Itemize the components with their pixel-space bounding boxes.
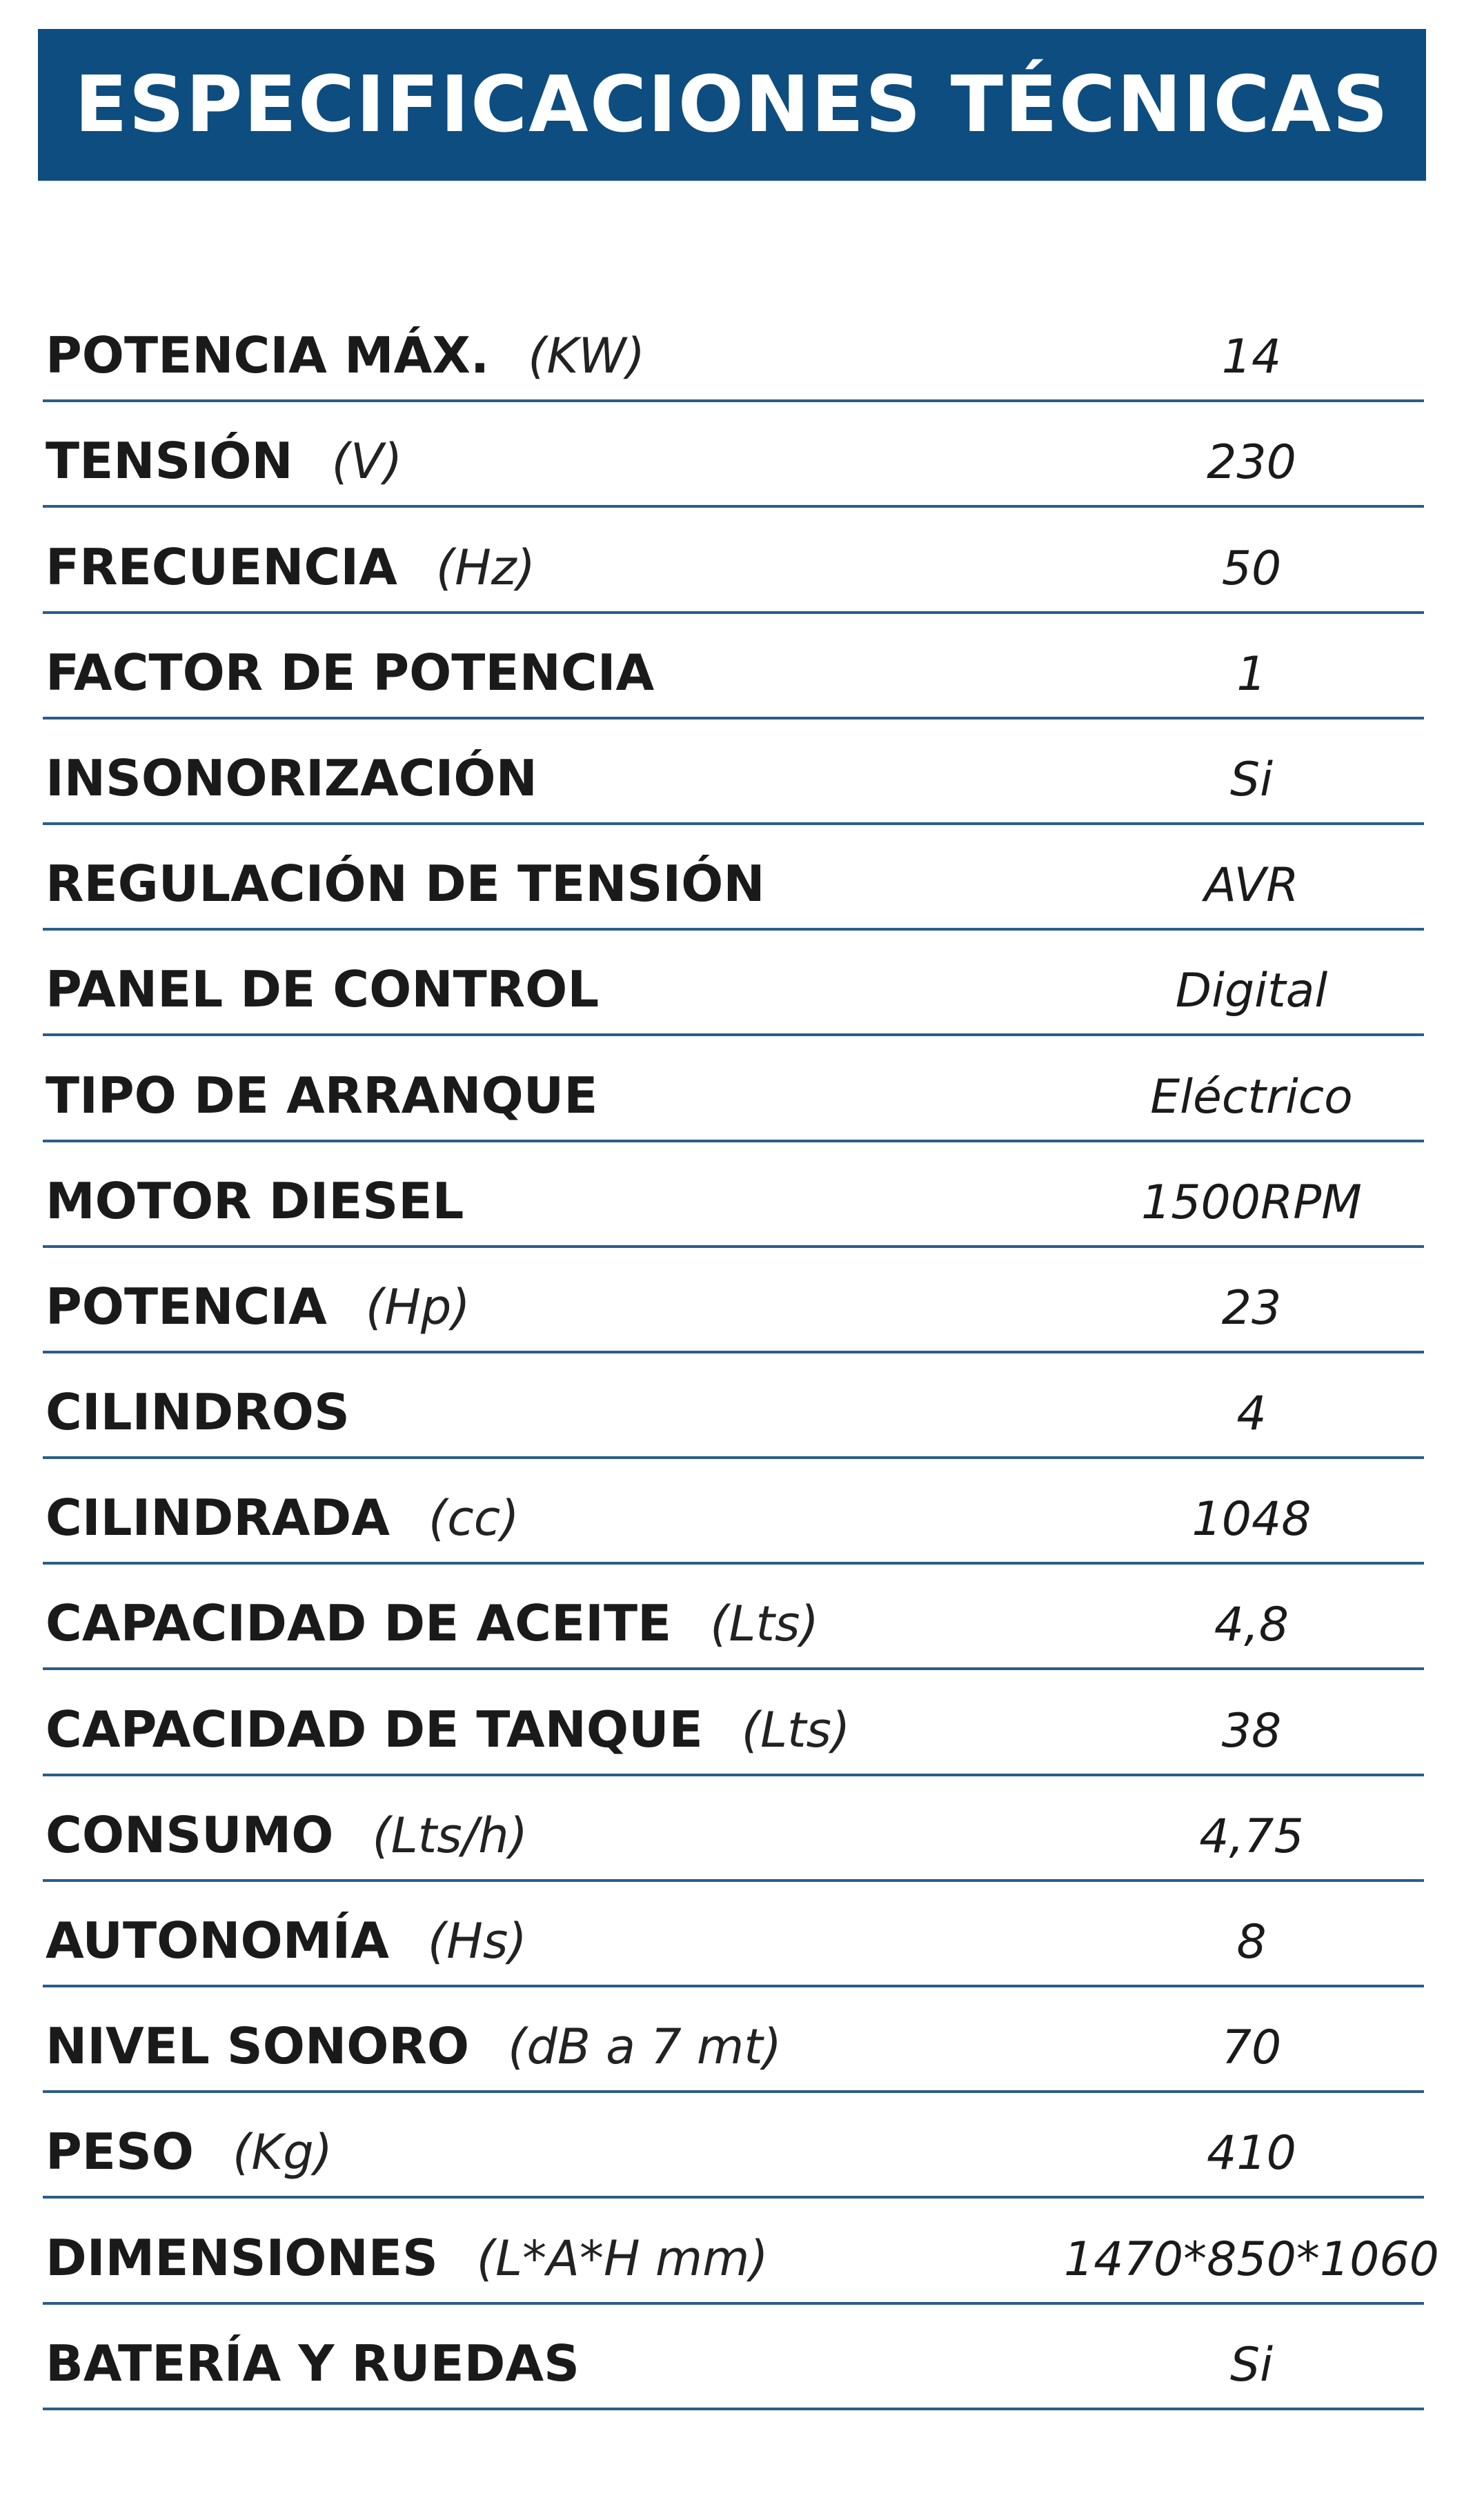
spec-label [46, 960, 599, 1018]
spec-value: 1048 [1191, 1492, 1312, 1547]
spec-label-text: FACTOR DE POTENCIA [46, 643, 655, 702]
spec-row [43, 1459, 1424, 1565]
spec-unit: (cc) [428, 1490, 520, 1547]
spec-row [43, 2305, 1424, 2410]
spec-label [46, 749, 537, 807]
spec-label-text: BATERÍA Y RUEDAS [46, 2334, 580, 2392]
spec-value: Si [1229, 2337, 1274, 2392]
spec-row [43, 2093, 1424, 2199]
spec-label [46, 2017, 782, 2075]
spec-value: 1470*850*1060 [1064, 2232, 1439, 2287]
spec-unit: (Lts/h) [372, 1807, 528, 1864]
spec-row [43, 1776, 1424, 1882]
spec-row [43, 1882, 1424, 1987]
spec-row [43, 2199, 1439, 2304]
spec-unit: (L*A*H mm) [476, 2230, 769, 2287]
spec-row [43, 1987, 1424, 2093]
spec-unit: (Hz) [435, 539, 535, 596]
spec-label [46, 1912, 527, 1970]
spec-label [46, 1594, 819, 1652]
spec-value: Digital [1175, 964, 1328, 1019]
spec-unit: (Hs) [427, 1913, 527, 1970]
spec-row [43, 508, 1424, 613]
spec-label [46, 1700, 850, 1758]
spec-value: 70 [1221, 2021, 1282, 2076]
spec-label-text: MOTOR DIESEL [46, 1171, 464, 1230]
spec-value: 4,8 [1214, 1598, 1289, 1653]
spec-row [43, 1565, 1424, 1670]
spec-value: 50 [1221, 541, 1282, 596]
spec-label-text: NIVEL SONORO [46, 2017, 470, 2076]
spec-value: 230 [1207, 435, 1296, 490]
spec-unit: (Lts) [710, 1596, 819, 1653]
spec-row [43, 720, 1424, 825]
spec-row [43, 825, 1424, 931]
spec-value: 23 [1221, 1280, 1282, 1336]
spec-label-text: TENSIÓN [46, 432, 293, 490]
spec-label-text: INSONORIZACIÓN [46, 748, 537, 807]
spec-row [43, 931, 1424, 1036]
header-banner [38, 29, 1426, 181]
spec-unit: (Kg) [233, 2124, 333, 2181]
spec-value: AVR [1204, 858, 1299, 913]
spec-unit: (Hp) [365, 1278, 471, 1336]
spec-label [46, 1172, 464, 1230]
spec-label-text: POTENCIA MÁX. [46, 326, 490, 385]
spec-label-text: DIMENSIONES [46, 2228, 438, 2287]
spec-value: 1 [1236, 646, 1267, 702]
spec-row [43, 1670, 1424, 1776]
spec-table [43, 297, 1439, 2410]
spec-unit: (Lts) [741, 1701, 851, 1758]
spec-label [46, 326, 645, 384]
spec-unit: (KW) [528, 328, 645, 385]
spec-row [43, 614, 1424, 720]
spec-label-text: AUTONOMÍA [46, 1912, 389, 1970]
spec-label-text: POTENCIA [46, 1277, 327, 1336]
spec-label-text: REGULACIÓN DE TENSIÓN [46, 855, 765, 913]
spec-value: 4,75 [1199, 1809, 1304, 1864]
spec-label [46, 1383, 350, 1441]
spec-label-text: CILINDROS [46, 1383, 350, 1442]
spec-label-text: PESO [46, 2123, 195, 2181]
spec-value: 4 [1236, 1387, 1267, 1442]
spec-label [46, 432, 402, 490]
spec-label [46, 2334, 580, 2392]
spec-value: 38 [1221, 1703, 1282, 1758]
spec-value: 410 [1207, 2126, 1296, 2181]
spec-unit: (V) [331, 433, 403, 490]
page-title: ESPECIFICACIONES TÉCNICAS [75, 60, 1389, 150]
spec-value: 8 [1236, 1915, 1267, 1970]
spec-unit: (dB a 7 mt) [508, 2018, 782, 2076]
spec-row [43, 1248, 1424, 1353]
spec-label [46, 644, 654, 702]
spec-label-text: FRECUENCIA [46, 537, 397, 596]
spec-label [46, 1066, 597, 1124]
spec-row [43, 402, 1424, 508]
spec-value: 1500RPM [1141, 1175, 1362, 1230]
spec-value: Si [1229, 752, 1274, 807]
spec-label-text: CILINDRADA [46, 1489, 390, 1547]
spec-row [43, 1353, 1424, 1459]
spec-label [46, 538, 535, 596]
spec-row [43, 1036, 1424, 1142]
spec-label [46, 1489, 520, 1547]
spec-label-text: CAPACIDAD DE TANQUE [46, 1700, 703, 1758]
spec-value: Eléctrico [1150, 1069, 1353, 1124]
spec-label-text: TIPO DE ARRANQUE [46, 1066, 598, 1124]
spec-label [46, 1806, 528, 1864]
spec-label-text: CONSUMO [46, 1805, 334, 1864]
spec-value: 14 [1221, 330, 1282, 385]
spec-row [43, 297, 1424, 402]
spec-label-text: PANEL DE CONTROL [46, 960, 600, 1019]
spec-label [46, 1278, 471, 1336]
spec-label [46, 2229, 769, 2287]
spec-label-text: CAPACIDAD DE ACEITE [46, 1594, 672, 1653]
spec-label [46, 855, 765, 913]
spec-row [43, 1142, 1424, 1248]
spec-label [46, 2123, 333, 2181]
